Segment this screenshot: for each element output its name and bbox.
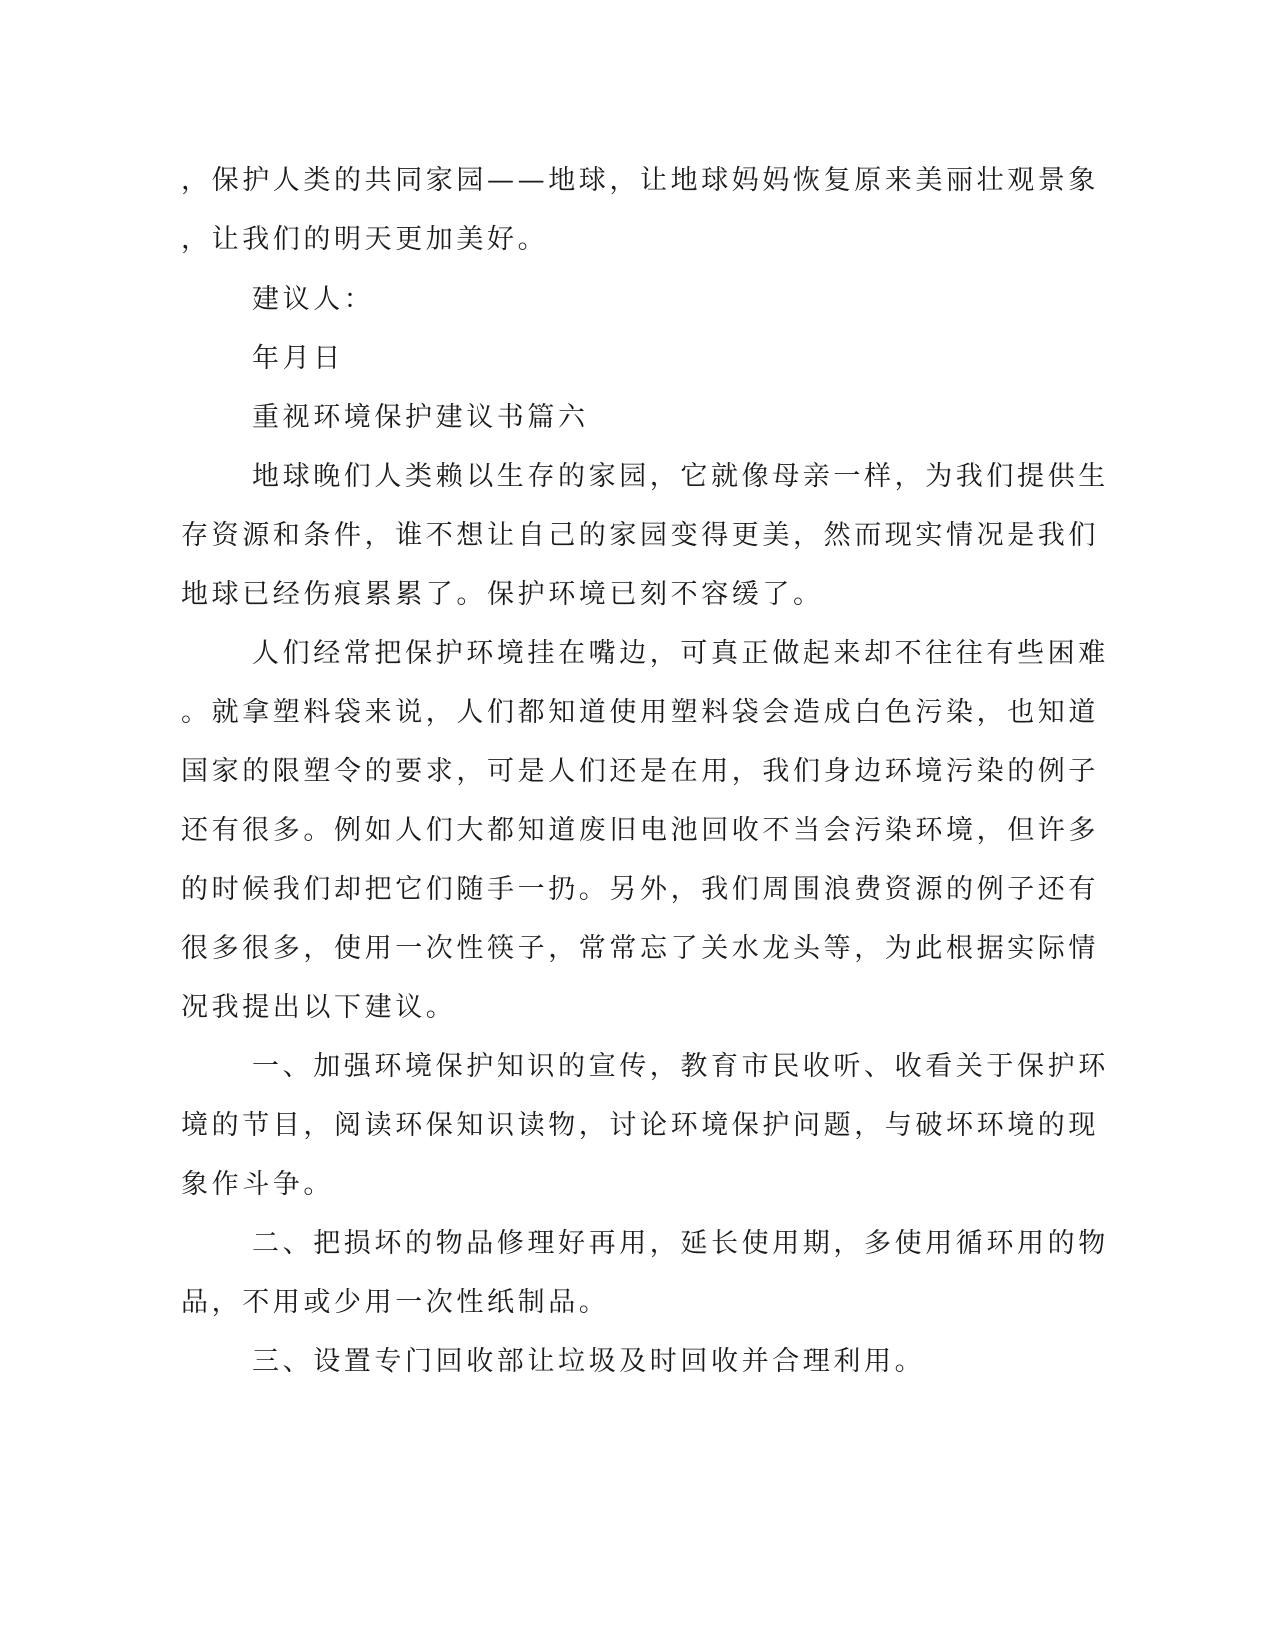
text-line: 况我提出以下建议。 bbox=[181, 992, 457, 1023]
text-line: 还有很多。例如人们大都知道废旧电池回收不当会污染环境，但许多 bbox=[181, 815, 1099, 846]
text-line: 境的节目，阅读环保知识读物，讨论环境保护问题，与破坏环境的现 bbox=[181, 1110, 1099, 1141]
text-line: ，保护人类的共同家园——地球，让地球妈妈恢复原来美丽壮观景象 bbox=[181, 165, 1099, 196]
text-line: 象作斗争。 bbox=[181, 1169, 334, 1200]
text-line: 很多很多，使用一次性筷子，常常忘了关水龙头等，为此根据实际情 bbox=[181, 933, 1099, 964]
text-line: 地球已经伤痕累累了。保护环境已刻不容缓了。 bbox=[181, 579, 824, 610]
text-line: 国家的限塑令的要求，可是人们还是在用，我们身边环境污染的例子 bbox=[181, 756, 1099, 787]
text-line: 人们经常把保护环境挂在嘴边，可真正做起来却不往往有些困难 bbox=[252, 638, 1109, 669]
text-line: 。就拿塑料袋来说，人们都知道使用塑料袋会造成白色污染，也知道 bbox=[181, 697, 1099, 728]
text-line: ，让我们的明天更加美好。 bbox=[181, 224, 549, 255]
list-item: 一、加强环境保护知识的宣传，教育市民收听、收看关于保护环 bbox=[252, 1051, 1109, 1082]
text-line: 品，不用或少用一次性纸制品。 bbox=[181, 1287, 610, 1318]
text-line: 存资源和条件，谁不想让自己的家园变得更美，然而现实情况是我们 bbox=[181, 520, 1099, 551]
list-item: 二、把损坏的物品修理好再用，延长使用期，多使用循环用的物 bbox=[252, 1228, 1109, 1259]
list-item: 三、设置专门回收部让垃圾及时回收并合理利用。 bbox=[252, 1346, 926, 1377]
section-heading: 重视环境保护建议书篇六 bbox=[252, 402, 589, 433]
text-line: 地球晚们人类赖以生存的家园，它就像母亲一样，为我们提供生 bbox=[252, 461, 1109, 492]
closing-date-label: 年月日 bbox=[252, 343, 344, 374]
text-line: 的时候我们却把它们随手一扔。另外，我们周围浪费资源的例子还有 bbox=[181, 874, 1099, 905]
closing-signature-label: 建议人： bbox=[252, 284, 375, 315]
